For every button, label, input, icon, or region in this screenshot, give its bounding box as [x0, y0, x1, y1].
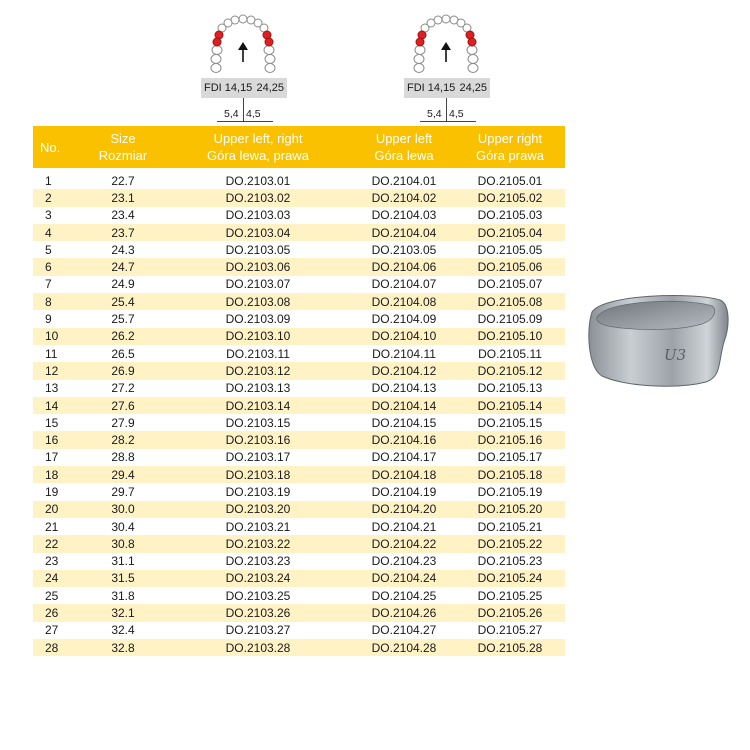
size-value: 31.5: [83, 570, 163, 587]
upper-left-right-code: DO.2103.19: [225, 484, 291, 499]
upper-right-code: DO.2105.28: [455, 639, 565, 656]
upper-right-code: DO.2105.19: [477, 484, 543, 499]
upper-left-right-code: DO.2103.17: [225, 450, 291, 465]
fdi-value: 24,25: [256, 82, 284, 94]
upper-right-code: DO.2105.25: [477, 588, 543, 603]
upper-left-right-code: DO.2103.14: [163, 397, 353, 414]
band-engraving: U3: [664, 346, 687, 364]
fdi-label: FDI 14,15: [407, 82, 456, 94]
upper-left-code: DO.2104.12: [353, 362, 455, 379]
table-row: [33, 328, 565, 345]
size-value: 23.7: [83, 224, 163, 241]
size-value: 27.2: [111, 381, 135, 396]
table-row: [33, 168, 565, 189]
upper-left-code: DO.2104.16: [353, 431, 455, 448]
upper-left-code: DO.2104.09: [371, 312, 437, 327]
upper-left-code: DO.2104.23: [371, 554, 437, 569]
upper-left-code: DO.2104.21: [371, 519, 437, 534]
upper-right-code: DO.2105.14: [455, 397, 565, 414]
tooth-number-left: 5,4: [224, 108, 239, 120]
upper-left-code: DO.2104.22: [353, 535, 455, 552]
marker-horizontal-line: [217, 121, 273, 122]
upper-right-code: DO.2105.27: [477, 623, 543, 638]
upper-left-right-code: DO.2103.15: [225, 415, 291, 430]
dental-arch-diagram-1: [201, 14, 287, 78]
table-row: [33, 501, 565, 518]
size-value: 24.9: [111, 277, 135, 292]
table-row: [33, 466, 565, 483]
table-row: [33, 414, 565, 431]
upper-left-code: DO.2104.27: [371, 623, 437, 638]
upper-left-right-code: DO.2103.25: [225, 588, 291, 603]
band-size-table: [33, 126, 565, 656]
size-value: 32.1: [83, 604, 163, 621]
header-upper-left-right: Upper left, right Góra lewa, prawa: [163, 126, 353, 168]
marker-horizontal-line: [420, 121, 476, 122]
size-value: 24.3: [111, 242, 135, 257]
row-number: 10: [33, 328, 83, 345]
size-value: 22.7: [111, 173, 135, 188]
row-number: 11: [45, 346, 58, 361]
upper-right-code: DO.2105.17: [477, 450, 543, 465]
upper-left-right-code: DO.2103.12: [163, 362, 353, 379]
row-number: 22: [33, 535, 83, 552]
upper-right-code: DO.2105.23: [477, 554, 543, 569]
upper-left-code: DO.2104.13: [371, 381, 437, 396]
row-number: 17: [45, 450, 59, 465]
row-number: 19: [45, 484, 59, 499]
table-row: [33, 276, 565, 293]
row-number: 2: [33, 189, 83, 206]
table-row: [33, 553, 565, 570]
fdi-label: FDI 14,15: [204, 82, 253, 94]
dental-arch-diagram-2: [404, 14, 490, 78]
upper-left-code: DO.2104.11: [372, 346, 436, 361]
fdi-label-bar-1: [201, 78, 287, 98]
size-value: 31.1: [111, 554, 135, 569]
upper-left-code: DO.2104.17: [371, 450, 437, 465]
size-value: 32.4: [111, 623, 135, 638]
size-value: 23.1: [83, 189, 163, 206]
upper-right-code: DO.2105.05: [477, 242, 543, 257]
size-value: 31.8: [111, 588, 135, 603]
upper-left-code: DO.2104.19: [371, 484, 437, 499]
upper-left-code: DO.2104.07: [371, 277, 437, 292]
table-row: [33, 483, 565, 500]
size-value: 27.9: [111, 415, 135, 430]
row-number: 3: [45, 208, 52, 223]
upper-right-code: DO.2105.18: [455, 466, 565, 483]
row-number: 27: [45, 623, 59, 638]
upper-right-code: DO.2105.12: [455, 362, 565, 379]
upper-right-code: DO.2105.22: [455, 535, 565, 552]
row-number: 15: [45, 415, 59, 430]
table-row: [33, 362, 565, 379]
size-value: 25.4: [83, 293, 163, 310]
header-no: No.: [33, 126, 83, 168]
upper-left-right-code: DO.2103.11: [226, 346, 290, 361]
row-number: 16: [33, 431, 83, 448]
table-body: [33, 168, 565, 656]
marker-vertical-line: [446, 98, 447, 122]
upper-left-right-code: DO.2103.22: [163, 535, 353, 552]
upper-left-right-code: DO.2103.27: [225, 623, 291, 638]
row-number: 1: [45, 173, 52, 188]
upper-left-code: DO.2104.28: [353, 639, 455, 656]
size-value: 30.8: [83, 535, 163, 552]
size-value: 30.0: [83, 501, 163, 518]
table-row: [33, 570, 565, 587]
row-number: 12: [33, 362, 83, 379]
row-number: 14: [33, 397, 83, 414]
upper-right-code: DO.2105.01: [477, 173, 543, 188]
upper-left-right-code: DO.2103.28: [163, 639, 353, 656]
size-value: 29.4: [83, 466, 163, 483]
upper-left-right-code: DO.2103.02: [163, 189, 353, 206]
tooth-number-marker-1: [201, 104, 287, 122]
upper-left-code: DO.2104.15: [371, 415, 437, 430]
upper-left-code: DO.2104.08: [353, 293, 455, 310]
row-number: 6: [33, 258, 83, 275]
dental-arch-icon: [201, 14, 287, 78]
row-number: 23: [45, 554, 59, 569]
upper-left-code: DO.2104.10: [353, 328, 455, 345]
table-row: [33, 587, 565, 604]
row-number: 18: [33, 466, 83, 483]
upper-right-code: DO.2105.24: [455, 570, 565, 587]
upper-left-code: DO.2104.24: [353, 570, 455, 587]
tooth-number-right: 4,5: [449, 108, 464, 120]
upper-right-code: DO.2105.08: [455, 293, 565, 310]
upper-left-code: DO.2103.05: [371, 242, 437, 257]
table-row: [33, 241, 565, 258]
upper-right-code: DO.2105.09: [477, 312, 543, 327]
table-row: [33, 604, 565, 621]
row-number: 9: [45, 312, 52, 327]
upper-right-code: DO.2105.11: [478, 346, 542, 361]
upper-right-code: DO.2105.03: [477, 208, 543, 223]
header-size: Size Rozmiar: [83, 126, 163, 168]
row-number: 5: [45, 242, 52, 257]
table-row: [33, 431, 565, 448]
size-value: 23.4: [111, 208, 135, 223]
table-row: [33, 345, 565, 362]
size-value: 28.2: [83, 431, 163, 448]
table-row: [33, 535, 565, 552]
fdi-label-bar-2: [404, 78, 490, 98]
upper-left-right-code: DO.2103.16: [163, 431, 353, 448]
upper-right-code: DO.2105.26: [455, 604, 565, 621]
table-row: [33, 310, 565, 327]
upper-left-right-code: DO.2103.13: [225, 381, 291, 396]
upper-left-code: DO.2104.14: [353, 397, 455, 414]
table-row: [33, 639, 565, 656]
upper-right-code: DO.2105.04: [455, 224, 565, 241]
tooth-number-left: 5,4: [427, 108, 442, 120]
row-number: 20: [33, 501, 83, 518]
dental-arch-icon: [404, 14, 490, 78]
upper-left-code: DO.2104.04: [353, 224, 455, 241]
upper-right-code: DO.2105.13: [477, 381, 543, 396]
upper-right-code: DO.2105.16: [455, 431, 565, 448]
upper-left-right-code: DO.2103.07: [225, 277, 291, 292]
table-row: [33, 622, 565, 639]
upper-right-code: DO.2105.10: [455, 328, 565, 345]
size-value: 29.7: [111, 484, 135, 499]
fdi-value: 24,25: [459, 82, 487, 94]
size-value: 32.8: [83, 639, 163, 656]
row-number: 26: [33, 604, 83, 621]
upper-left-code: DO.2104.02: [353, 189, 455, 206]
upper-right-code: DO.2105.21: [477, 519, 543, 534]
upper-left-right-code: DO.2103.26: [163, 604, 353, 621]
upper-left-right-code: DO.2103.06: [163, 258, 353, 275]
upper-left-right-code: DO.2103.05: [225, 242, 291, 257]
size-value: 26.2: [83, 328, 163, 345]
upper-left-code: DO.2104.18: [353, 466, 455, 483]
row-number: 4: [33, 224, 83, 241]
size-value: 30.4: [111, 519, 135, 534]
tooth-number-marker-2: [404, 104, 490, 122]
orthodontic-band-image: [584, 290, 730, 390]
upper-left-code: DO.2104.20: [353, 501, 455, 518]
upper-left-right-code: DO.2103.09: [225, 312, 291, 327]
size-value: 25.7: [111, 312, 135, 327]
upper-left-right-code: DO.2103.20: [163, 501, 353, 518]
table-row: [33, 189, 565, 206]
upper-right-code: DO.2105.06: [455, 258, 565, 275]
size-value: 27.6: [83, 397, 163, 414]
table-header-row: [33, 126, 565, 168]
table-row: [33, 518, 565, 535]
upper-left-code: DO.2104.01: [371, 173, 437, 188]
row-number: 13: [45, 381, 59, 396]
table-row: [33, 449, 565, 466]
upper-left-right-code: DO.2103.23: [225, 554, 291, 569]
table-row: [33, 207, 565, 224]
table-row: [33, 224, 565, 241]
marker-vertical-line: [243, 98, 244, 122]
row-number: 24: [33, 570, 83, 587]
upper-left-right-code: DO.2103.18: [163, 466, 353, 483]
upper-right-code: DO.2105.15: [477, 415, 543, 430]
upper-left-code: DO.2104.26: [353, 604, 455, 621]
table-row: [33, 293, 565, 310]
table-row: [33, 380, 565, 397]
header-upper-left: Upper left Góra lewa: [353, 126, 455, 168]
size-value: 28.8: [111, 450, 135, 465]
upper-left-right-code: DO.2103.01: [225, 173, 291, 188]
upper-left-right-code: DO.2103.03: [225, 208, 291, 223]
upper-left-code: DO.2104.25: [371, 588, 437, 603]
upper-left-code: DO.2104.06: [353, 258, 455, 275]
upper-left-right-code: DO.2103.08: [163, 293, 353, 310]
upper-left-right-code: DO.2103.04: [163, 224, 353, 241]
size-value: 26.5: [111, 346, 135, 361]
upper-left-right-code: DO.2103.21: [225, 519, 291, 534]
upper-left-code: DO.2104.03: [371, 208, 437, 223]
row-number: 8: [33, 293, 83, 310]
row-number: 25: [45, 588, 59, 603]
header-upper-right: Upper right Góra prawa: [455, 126, 565, 168]
upper-right-code: DO.2105.02: [455, 189, 565, 206]
row-number: 21: [45, 519, 59, 534]
upper-left-right-code: DO.2103.24: [163, 570, 353, 587]
table-row: [33, 258, 565, 275]
upper-right-code: DO.2105.20: [455, 501, 565, 518]
upper-right-code: DO.2105.07: [477, 277, 543, 292]
tooth-number-right: 4,5: [246, 108, 261, 120]
table-row: [33, 397, 565, 414]
upper-left-right-code: DO.2103.10: [163, 328, 353, 345]
size-value: 26.9: [83, 362, 163, 379]
size-value: 24.7: [83, 258, 163, 275]
row-number: 7: [45, 277, 52, 292]
row-number: 28: [33, 639, 83, 656]
